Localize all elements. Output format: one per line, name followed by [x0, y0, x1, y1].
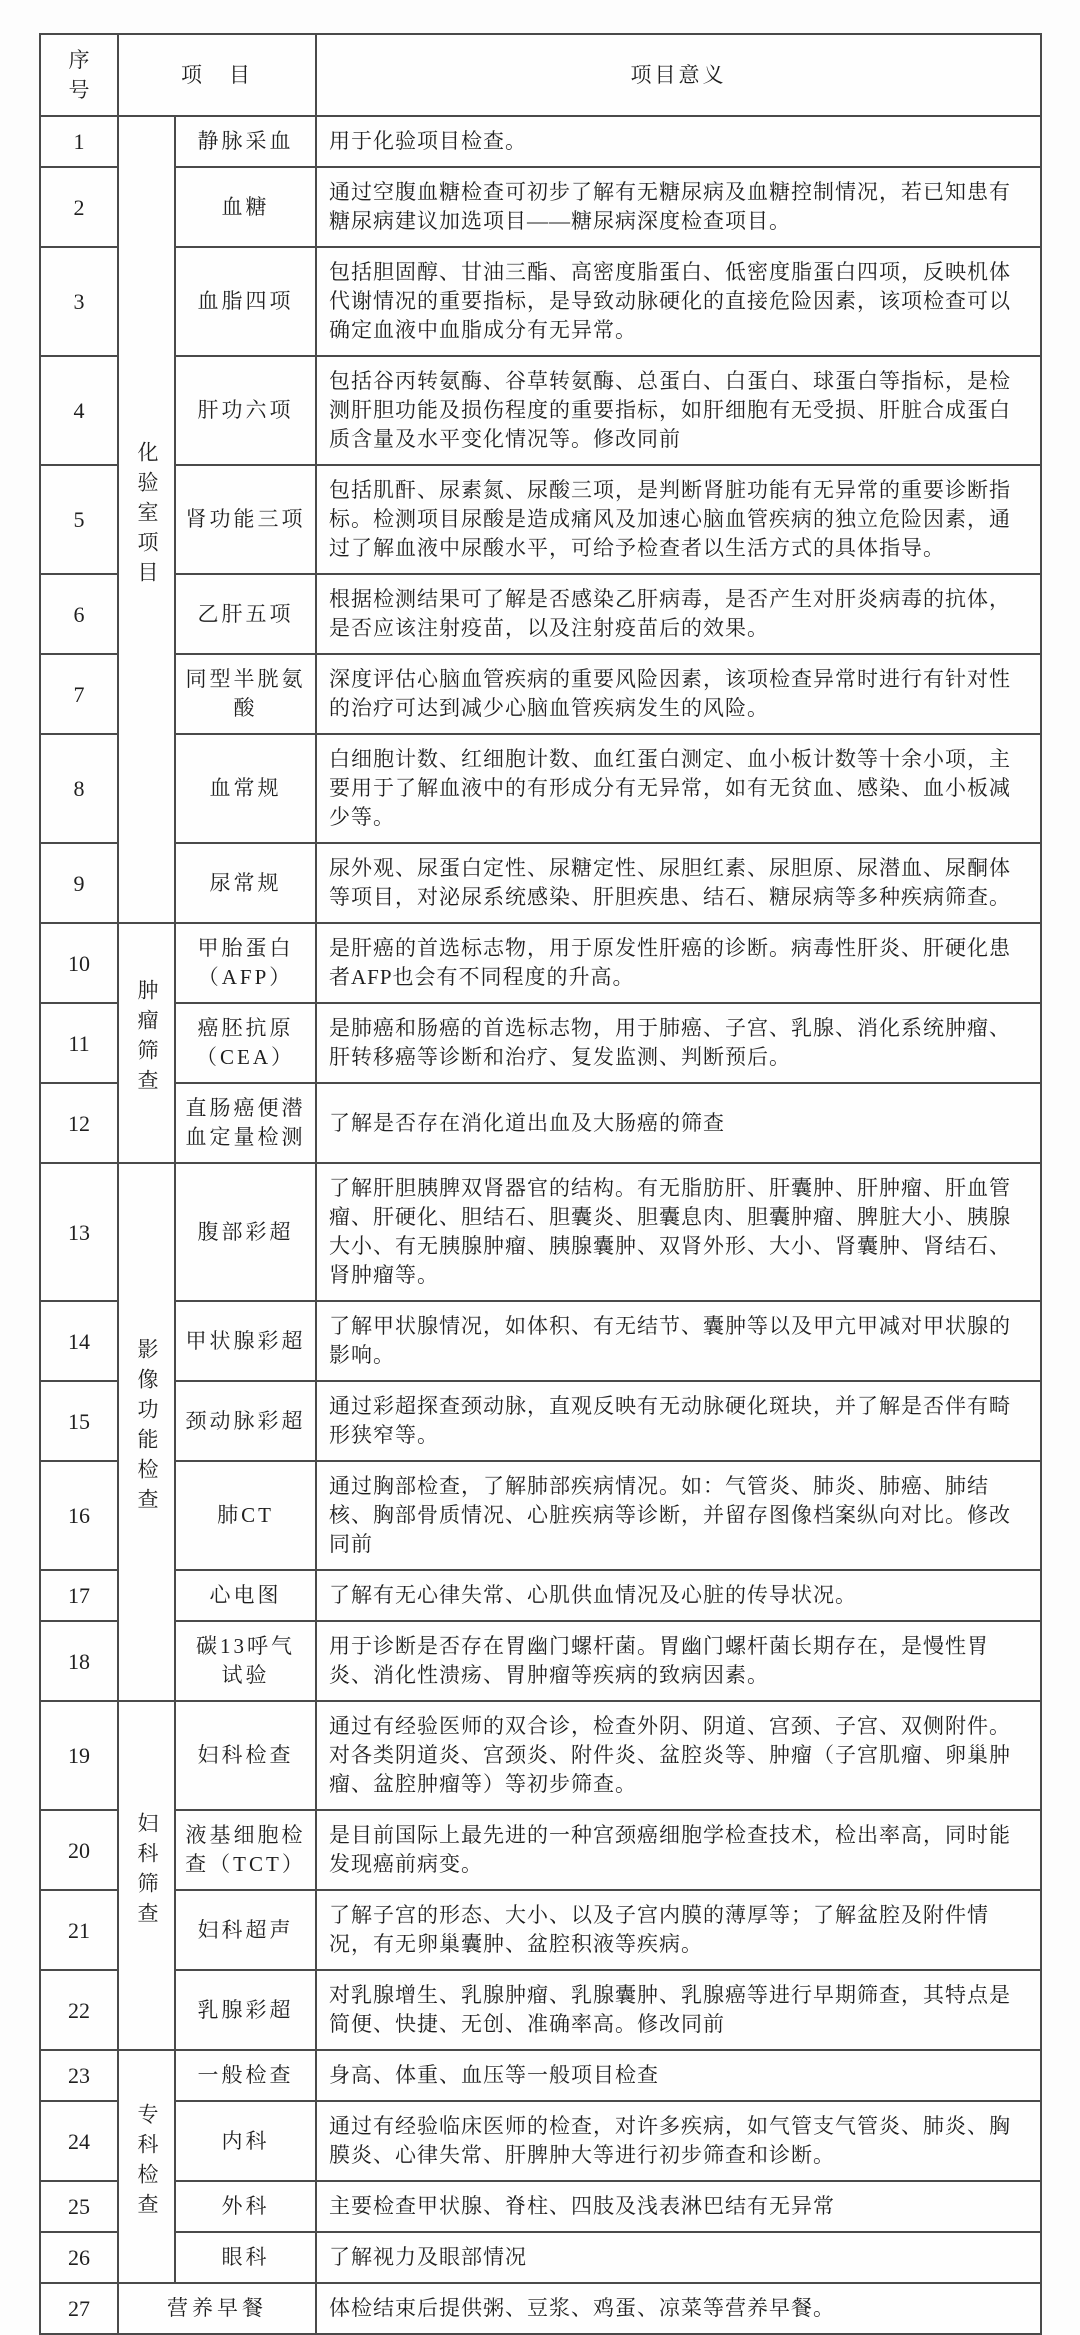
- header-col-number: [40, 34, 118, 116]
- item-name-cell: 癌胚抗原（CEA）: [175, 1003, 316, 1083]
- table-row: [40, 734, 1041, 843]
- item-name-cell: 直肠癌便潜血定量检测: [175, 1083, 316, 1163]
- category-label-lab: 化验室项目: [135, 440, 159, 591]
- item-meaning-cell: 了解有无心律失常、心肌供血情况及心脏的传导状况。: [316, 1570, 1041, 1621]
- table-row: [40, 654, 1041, 734]
- table-row: [40, 1381, 1041, 1461]
- table-row: [40, 2232, 1041, 2283]
- item-meaning-cell: 体检结束后提供粥、豆浆、鸡蛋、凉菜等营养早餐。: [316, 2283, 1041, 2334]
- row-number-cell: 20: [40, 1810, 118, 1890]
- item-name-cell: 妇科检查: [175, 1701, 316, 1810]
- item-meaning-cell: 尿外观、尿蛋白定性、尿糖定性、尿胆红素、尿胆原、尿潜血、尿酮体等项目，对泌尿系统感染、肝胆疾患、结石、糖尿病等多种疾病筛查。: [316, 843, 1041, 923]
- header-col-meaning: 项目意义: [316, 34, 1041, 116]
- row-number-cell: 26: [40, 2232, 118, 2283]
- item-meaning-cell: 根据检测结果可了解是否感染乙肝病毒，是否产生对肝炎病毒的抗体，是否应该注射疫苗，以及注射疫苗后的效果。: [316, 574, 1041, 654]
- item-meaning-cell: 通过彩超探查颈动脉，直观反映有无动脉硬化斑块，并了解是否伴有畸形狭窄等。: [316, 1381, 1041, 1461]
- category-label-gyn: 妇科筛查: [135, 1811, 159, 1932]
- table-row: [40, 1461, 1041, 1570]
- item-name-cell: 营养早餐: [118, 2283, 316, 2334]
- row-number-cell: 7: [40, 654, 118, 734]
- item-meaning-cell: 通过有经验临床医师的检查，对许多疾病，如气管支气管炎、肺炎、胸膜炎、心律失常、肝脾肿大等进行初步筛查和诊断。: [316, 2101, 1041, 2181]
- item-meaning-cell: 是目前国际上最先进的一种宫颈癌细胞学检查技术，检出率高，同时能发现癌前病变。: [316, 1810, 1041, 1890]
- item-name-cell: 血常规: [175, 734, 316, 843]
- item-meaning-cell: 身高、体重、血压等一般项目检查: [316, 2050, 1041, 2101]
- table-row: [40, 1003, 1041, 1083]
- item-name-cell: 妇科超声: [175, 1890, 316, 1970]
- exam-items-table: [39, 33, 1042, 2335]
- row-number-cell: 9: [40, 843, 118, 923]
- table-row: [40, 1083, 1041, 1163]
- row-number-cell: 22: [40, 1970, 118, 2050]
- row-number-cell: 6: [40, 574, 118, 654]
- item-meaning-cell: 了解肝胆胰脾双肾器官的结构。有无脂肪肝、肝囊肿、肝肿瘤、肝血管瘤、肝硬化、胆结石、胆囊炎、胆囊息肉、胆囊肿瘤、脾脏大小、胰腺大小、有无胰腺肿瘤、胰腺囊肿、双肾外形、大小、肾囊肿、肾结石、肾肿瘤等。: [316, 1163, 1041, 1301]
- item-meaning-cell: 了解甲状腺情况，如体积、有无结节、囊肿等以及甲亢甲减对甲状腺的影响。: [316, 1301, 1041, 1381]
- table-row: [40, 1301, 1041, 1381]
- item-meaning-cell: 了解子宫的形态、大小、以及子宫内膜的薄厚等；了解盆腔及附件情况，有无卵巢囊肿、盆腔积液等疾病。: [316, 1890, 1041, 1970]
- row-number-cell: 4: [40, 356, 118, 465]
- item-meaning-cell: 对乳腺增生、乳腺肿瘤、乳腺囊肿、乳腺癌等进行早期筛查，其特点是简便、快捷、无创、准确率高。修改同前: [316, 1970, 1041, 2050]
- row-number-cell: 15: [40, 1381, 118, 1461]
- row-number-cell: 27: [40, 2283, 118, 2334]
- item-name-cell: 甲状腺彩超: [175, 1301, 316, 1381]
- item-meaning-cell: 深度评估心脑血管疾病的重要风险因素，该项检查异常时进行有针对性的治疗可达到减少心脑血管疾病发生的风险。: [316, 654, 1041, 734]
- item-name-cell: 血糖: [175, 167, 316, 247]
- item-name-cell: 液基细胞检查（TCT）: [175, 1810, 316, 1890]
- item-meaning-cell: 了解是否存在消化道出血及大肠癌的筛查: [316, 1083, 1041, 1163]
- item-meaning-cell: 了解视力及眼部情况: [316, 2232, 1041, 2283]
- item-meaning-cell: 主要检查甲状腺、脊柱、四肢及浅表淋巴结有无异常: [316, 2181, 1041, 2232]
- item-meaning-cell: 通过空腹血糖检查可初步了解有无糖尿病及血糖控制情况，若已知患有糖尿病建议加选项目——糖尿病深度检查项目。: [316, 167, 1041, 247]
- item-name-cell: 腹部彩超: [175, 1163, 316, 1301]
- row-number-cell: 1: [40, 116, 118, 167]
- item-name-cell: 眼科: [175, 2232, 316, 2283]
- row-number-cell: 18: [40, 1621, 118, 1701]
- table-row: [40, 1890, 1041, 1970]
- table-row: [40, 2050, 1041, 2101]
- row-number-cell: 25: [40, 2181, 118, 2232]
- table-row: [40, 1970, 1041, 2050]
- row-number-cell: 13: [40, 1163, 118, 1301]
- row-number-cell: 3: [40, 247, 118, 356]
- item-meaning-cell: 通过有经验医师的双合诊，检查外阴、阴道、宫颈、子宫、双侧附件。对各类阴道炎、宫颈炎、附件炎、盆腔炎等、肿瘤（子宫肌瘤、卵巢肿瘤、盆腔肿瘤等）等初步筛查。: [316, 1701, 1041, 1810]
- item-name-cell: 肺CT: [175, 1461, 316, 1570]
- table-header-row: [40, 34, 1041, 116]
- row-number-cell: 2: [40, 167, 118, 247]
- row-number-cell: 16: [40, 1461, 118, 1570]
- table-row: [40, 116, 1041, 167]
- item-meaning-cell: 包括胆固醇、甘油三酯、高密度脂蛋白、低密度脂蛋白四项，反映机体代谢情况的重要指标，是导致动脉硬化的直接危险因素，该项检查可以确定血液中血脂成分有无异常。: [316, 247, 1041, 356]
- row-number-cell: 24: [40, 2101, 118, 2181]
- item-meaning-cell: 用于诊断是否存在胃幽门螺杆菌。胃幽门螺杆菌长期存在，是慢性胃炎、消化性溃疡、胃肿瘤等疾病的致病因素。: [316, 1621, 1041, 1701]
- category-cell-gyn: [118, 1701, 175, 2050]
- table-row: [40, 1701, 1041, 1810]
- table-row: [40, 574, 1041, 654]
- table-row: [40, 843, 1041, 923]
- table-row: [40, 1570, 1041, 1621]
- item-name-cell: 乳腺彩超: [175, 1970, 316, 2050]
- row-number-cell: 17: [40, 1570, 118, 1621]
- category-cell-lab: [118, 116, 175, 923]
- category-label-imaging: 影像功能检查: [135, 1338, 159, 1518]
- item-name-cell: 碳13呼气试验: [175, 1621, 316, 1701]
- item-meaning-cell: 白细胞计数、红细胞计数、血红蛋白测定、血小板计数等十余小项，主要用于了解血液中的有形成分有无异常，如有无贫血、感染、血小板减少等。: [316, 734, 1041, 843]
- row-number-cell: 19: [40, 1701, 118, 1810]
- category-cell-specialist: [118, 2050, 175, 2283]
- item-name-cell: 尿常规: [175, 843, 316, 923]
- item-name-cell: 血脂四项: [175, 247, 316, 356]
- item-name-cell: 乙肝五项: [175, 574, 316, 654]
- table-row: [40, 1163, 1041, 1301]
- item-meaning-cell: 包括肌酐、尿素氮、尿酸三项，是判断肾脏功能有无异常的重要诊断指标。检测项目尿酸是造成痛风及加速心脑血管疾病的独立危险因素，通过了解血液中尿酸水平，可给予检查者以生活方式的具体指导。: [316, 465, 1041, 574]
- table-row: [40, 1810, 1041, 1890]
- item-name-cell: 颈动脉彩超: [175, 1381, 316, 1461]
- table-row: [40, 465, 1041, 574]
- item-name-cell: 甲胎蛋白（AFP）: [175, 923, 316, 1003]
- row-number-cell: 8: [40, 734, 118, 843]
- item-meaning-cell: 通过胸部检查，了解肺部疾病情况。如：气管炎、肺炎、肺癌、肺结核、胸部骨质情况、心脏疾病等诊断，并留存图像档案纵向对比。修改同前: [316, 1461, 1041, 1570]
- table-row: [40, 2283, 1041, 2334]
- item-meaning-cell: 是肝癌的首选标志物，用于原发性肝癌的诊断。病毒性肝炎、肝硬化患者AFP也会有不同程度的升高。: [316, 923, 1041, 1003]
- row-number-cell: 14: [40, 1301, 118, 1381]
- item-name-cell: 外科: [175, 2181, 316, 2232]
- row-number-cell: 5: [40, 465, 118, 574]
- item-meaning-cell: 用于化验项目检查。: [316, 116, 1041, 167]
- table-row: [40, 356, 1041, 465]
- row-number-cell: 10: [40, 923, 118, 1003]
- item-name-cell: 内科: [175, 2101, 316, 2181]
- row-number-cell: 12: [40, 1083, 118, 1163]
- category-cell-imaging: [118, 1163, 175, 1701]
- item-name-cell: 一般检查: [175, 2050, 316, 2101]
- row-number-cell: 23: [40, 2050, 118, 2101]
- item-name-cell: 心电图: [175, 1570, 316, 1621]
- category-label-tumor: 肿瘤筛查: [135, 979, 159, 1099]
- table-row: [40, 2101, 1041, 2181]
- table-row: [40, 923, 1041, 1003]
- item-name-cell: 肾功能三项: [175, 465, 316, 574]
- header-col-item: 项 目: [118, 34, 316, 116]
- table-row: [40, 167, 1041, 247]
- item-name-cell: 肝功六项: [175, 356, 316, 465]
- table-row: [40, 1621, 1041, 1701]
- item-name-cell: 静脉采血: [175, 116, 316, 167]
- table-row: [40, 247, 1041, 356]
- table-row: [40, 2181, 1041, 2232]
- item-meaning-cell: 包括谷丙转氨酶、谷草转氨酶、总蛋白、白蛋白、球蛋白等指标，是检测肝胆功能及损伤程度的重要指标，如肝细胞有无受损、肝脏合成蛋白质含量及水平变化情况等。修改同前: [316, 356, 1041, 465]
- row-number-cell: 11: [40, 1003, 118, 1083]
- item-meaning-cell: 是肺癌和肠癌的首选标志物，用于肺癌、子宫、乳腺、消化系统肿瘤、肝转移癌等诊断和治疗、复发监测、判断预后。: [316, 1003, 1041, 1083]
- header-number-label: 序号: [68, 48, 90, 102]
- category-label-specialist: 专科检查: [135, 2102, 159, 2223]
- item-name-cell: 同型半胱氨酸: [175, 654, 316, 734]
- category-cell-tumor: [118, 923, 175, 1163]
- row-number-cell: 21: [40, 1890, 118, 1970]
